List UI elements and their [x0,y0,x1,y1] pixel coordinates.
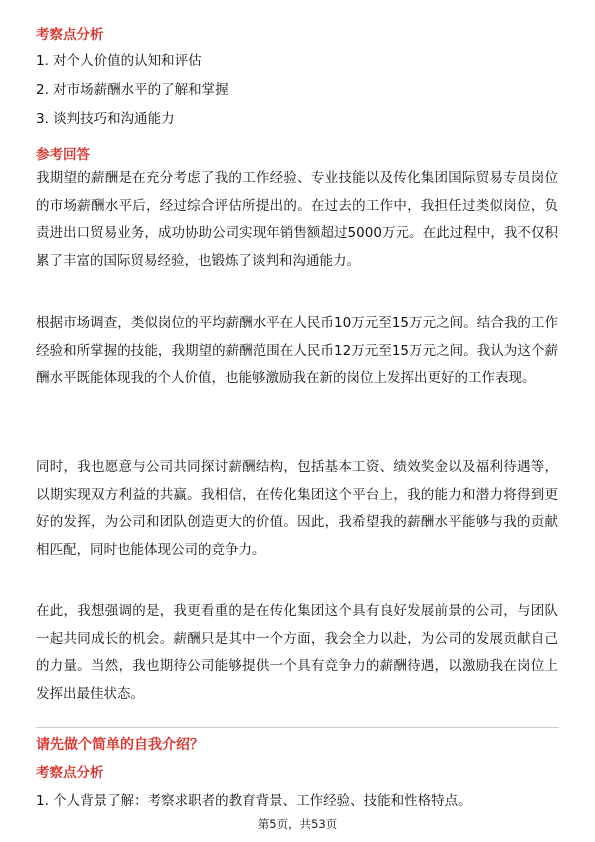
answer-paragraph-1: 我期望的薪酬是在充分考虑了我的工作经验、专业技能以及传化集团国际贸易专员岗位的市场薪酬水平后，经过综合评估所提出的。在过去的工作中，我担任过类似岗位，负责进出口贸易业务，成功协助公司实现年销售额超过5000万元。在此过程中，我不仅积累了丰富的国际贸易经验，也锻炼了谈判和沟通能力。 [36,170,558,269]
answer-paragraph-4: 在此，我想强调的是，我更看重的是在传化集团这个具有良好发展前景的公司，与团队一起共同成长的机会。薪酬只是其中一个方面，我会全力以赴，为公司的发展贡献自己的力量。当然，我也期待公司能够提供一个具有竞争力的薪酬待遇，以激励我在岗位上发挥出最佳状态。 [36,603,558,702]
page-number: 第5页，共53页 [257,817,338,831]
reference-answer-heading: 参考回答 [36,147,90,163]
analysis-item-3: 3. 谈判技巧和沟通能力 [36,111,175,127]
analysis-item-q2-1: 1. 个人背景了解：考察求职者的教育背景、工作经验、技能和性格特点。 [36,793,472,809]
analysis-heading-2: 考察点分析 [36,765,104,781]
analysis-item-2: 2. 对市场薪酬水平的了解和掌握 [36,82,229,98]
analysis-item-1: 1. 对个人价值的认知和评估 [36,53,202,69]
section-divider [36,727,559,728]
analysis-heading: 考察点分析 [36,27,104,43]
answer-paragraph-2: 根据市场调查，类似岗位的平均薪酬水平在人民币10万元至15万元之间。结合我的工作经验和所掌握的技能，我期望的薪酬范围在人民币12万元至15万元之间。我认为这个薪酬水平既能体现我的个人价值，也能够激励我在新的岗位上发挥出更好的工作表现。 [36,315,558,386]
question-title: 请先做个简单的自我介绍？ [36,737,204,753]
answer-paragraph-3: 同时，我也愿意与公司共同探讨薪酬结构，包括基本工资、绩效奖金以及福利待遇等，以期实现双方利益的共赢。我相信，在传化集团这个平台上，我的能力和潜力将得到更好的发挥，为公司和团队创造更大的价值。因此，我希望我的薪酬水平能够与我的贡献相匹配，同时也能体现公司的竞争力。 [36,459,558,558]
